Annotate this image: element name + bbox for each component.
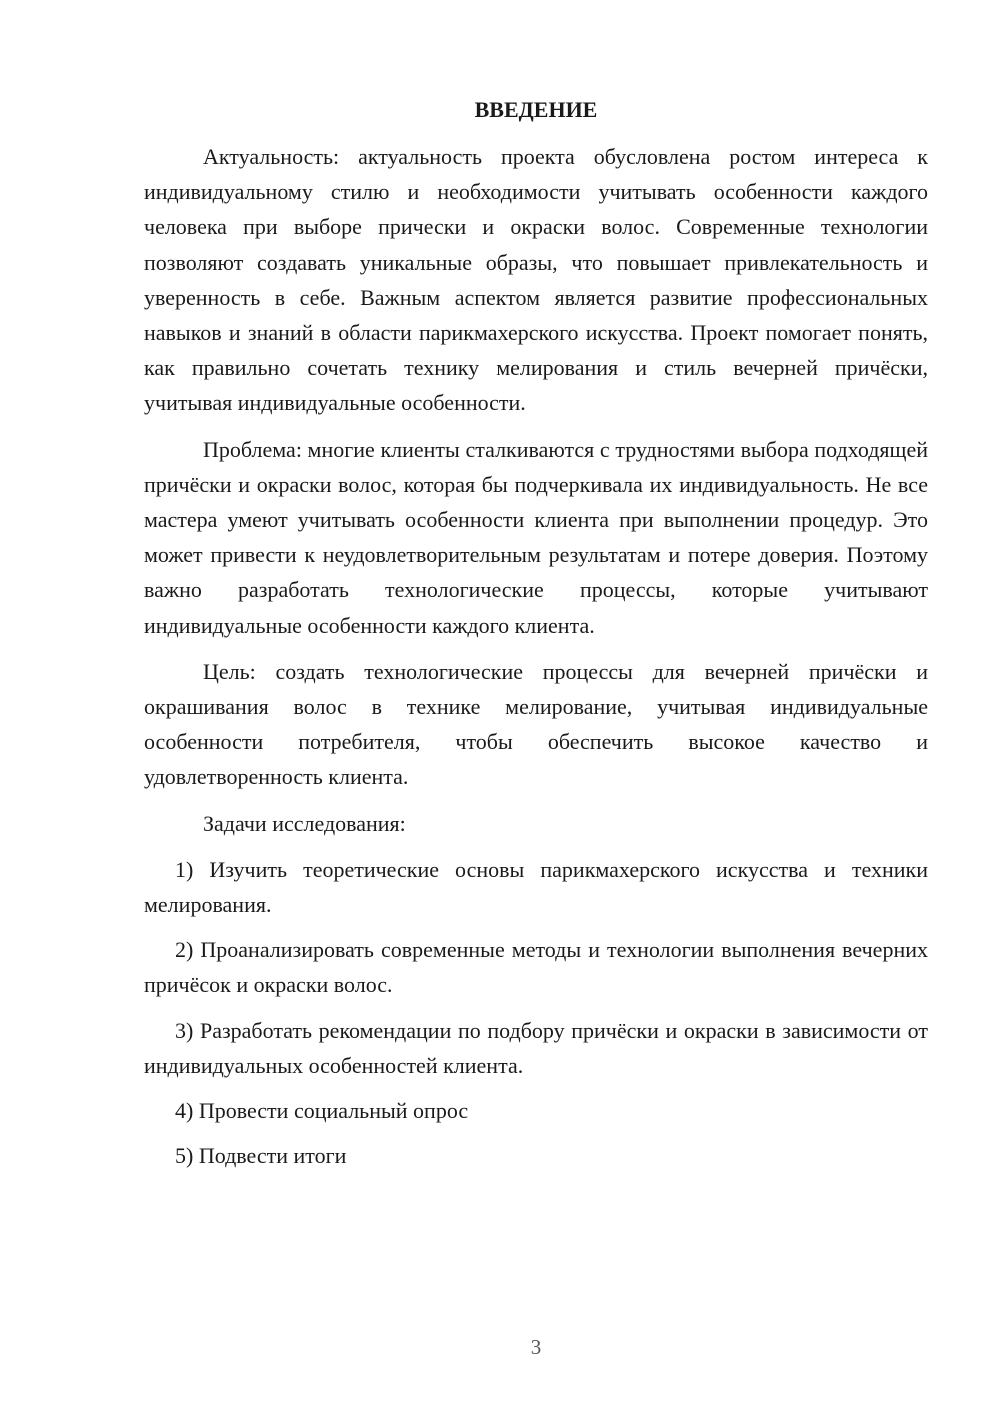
tasks-heading: Задачи исследования: bbox=[203, 810, 406, 836]
paragraph-problem: Проблема: многие клиенты сталкиваются с трудностями выбора подходящей причёски и окраски волос, которая бы подчеркивала их индивидуальность. Не все мастера умеют учитывать особенности клиента при выполнении процедур. Это может привести к неудовлетворительным результатам и потере доверия. Поэтому важно разработать технологические процессы, которые учитывают индивидуальные особенности каждого клиента. bbox=[144, 436, 928, 638]
page-content bbox=[144, 92, 928, 1183]
task-item-1: 1) Изучить теоретические основы парикмахерского искусства и техники мелирования. bbox=[144, 856, 928, 918]
task-item-5: 5) Подвести итоги bbox=[175, 1143, 347, 1169]
task-item-3: 3) Разработать рекомендации по подбору причёски и окраски в зависимости от индивидуальных особенностей клиента. bbox=[144, 1017, 928, 1078]
page-title: ВВЕДЕНИЕ bbox=[474, 97, 598, 122]
paragraph-goal: Цель: создать технологические процессы для вечерней причёски и окрашивания волос в технике мелирование, учитывая индивидуальные особенности потребителя, чтобы обеспечить высокое качество и удовлетворенность клиента. bbox=[144, 658, 928, 790]
paragraph-relevance: Актуальность: актуальность проекта обусловлена ростом интереса к индивидуальному стилю и необходимости учитывать особенности каждого человека при выборе прически и окраски волос. Современные технологии позволяют создавать уникальные образы, что повышает привлекательность и уверенность в себе. Важным аспектом является развитие профессиональных навыков и знаний в области парикмахерского искусства. Проект помогает понять, как правильно сочетать технику мелирования и стиль вечерней причёски, учитывая индивидуальные особенности. bbox=[144, 144, 928, 416]
task-item-2: 2) Проанализировать современные методы и технологии выполнения вечерних причёсок и окраски волос. bbox=[144, 937, 928, 998]
task-item-4: 4) Провести социальный опрос bbox=[175, 1098, 469, 1124]
page-number: 3 bbox=[530, 1335, 542, 1359]
